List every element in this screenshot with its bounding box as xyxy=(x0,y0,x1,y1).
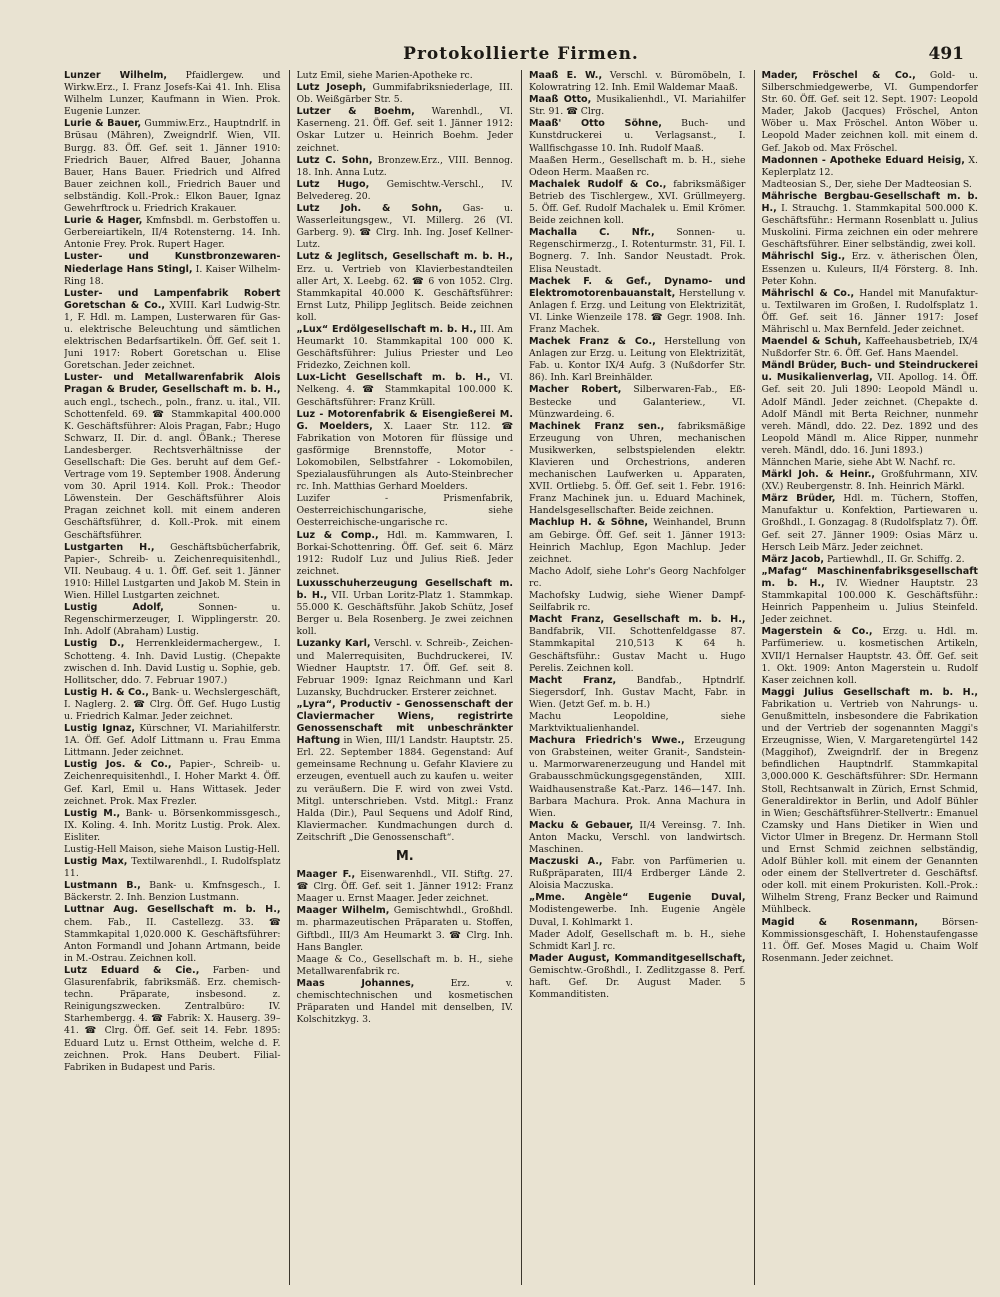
firm-details: Herrenkleidermachergew., I. Schotteng. 4. Inh. David Lustig. (Chepakte zwischen d. Inh. David Lustig u. Sophie, geb. Hollitscher, ddo. 7. Februar 1907.) xyxy=(64,638,281,686)
firm-details: Bandfabrik, VII. Schottenfeldgasse 87. Stammkapital 210,513 K 64 h. Geschäftsführ.: Gustav Macht u. Hugo Perelis. Zeichnen koll. xyxy=(529,626,746,674)
firm-entry xyxy=(529,856,746,892)
firm-name: Maaß Otto, xyxy=(529,94,592,106)
firm-entry xyxy=(64,904,281,964)
firm-name: Märkl Joh. & Heinr., xyxy=(761,469,876,481)
firm-name: Mader, Fröschel & Co., xyxy=(761,70,916,81)
firm-entry xyxy=(529,276,746,336)
firm-entry xyxy=(64,70,281,118)
firm-details: Verschl. v. Schreib-, Zeichen- und Malerrequisiten, Buchdruckerei, IV. Wiedner Hauptstr. 17. Öff. Gef. seit 8. Februar 1909: Ignaz Reichmann und Karl Luzansky, Buchdrucker. Ersterer zeichnet. xyxy=(296,638,513,698)
firm-name: Luster- und Metallwarenfabrik Alois Pragan & Bruder, Gesellschaft m. b. H., xyxy=(64,372,281,396)
firm-details: Gemischtw.-Verschl., IV. Belvedereg. 20. xyxy=(296,178,513,202)
firm-entry xyxy=(529,675,746,711)
firm-name: Macht Franz, Gesellschaft m. b. H., xyxy=(529,614,746,626)
firm-details: Maaßen Herm., Gesellschaft m. b. H., siehe Odeon Herm. Maaßen rc. xyxy=(529,154,746,178)
firm-details: Fabr. von Parfümerien u. Rußpräparaten, III/4 Erdberger Lände 2. Aloisia Maczuska. xyxy=(529,856,746,892)
firm-name: Maaß' Otto Söhne, xyxy=(529,118,662,130)
firm-name: Maggi Julius Gesellschaft m. b. H., xyxy=(761,686,978,698)
firm-name: März Brüder, xyxy=(761,493,836,505)
firm-name: Maager Wilhelm, xyxy=(296,905,390,917)
firm-details: Sonnen- u. Regenschirmerzeuger, I. Wipplingerstr. 20. Inh. Adolf (Abraham) Lustig. xyxy=(64,602,281,638)
firm-details: Erz. u. Vertrieb von Klavierbestandteilen aller Art, X. Leebg. 62. ☎ 6 von 1052. Clrg. Stammkapital 40.000 K. Geschäftsführer: Ernst Lutz, Philipp Jeglitsch. Beide zeichnen koll. xyxy=(296,263,513,323)
firm-details: Gummifabriksniederlage, III. Ob. Weißgärber Str. 5. xyxy=(296,82,513,106)
firm-entry xyxy=(762,336,979,360)
firm-details: Erzg. u. Hdl. m. Parfümeriew. u. kosmetischen Artikeln, XVII/1 Hernalser Hauptstr. 43. Öff. Gef. seit 1. Okt. 1909: Anton Magerstein u. Rudolf Kaser zeichnen koll. xyxy=(761,626,978,686)
firm-details: Partiewhdl., II. Gr. Schiffg. 2. xyxy=(824,553,965,565)
firm-details: Eisenwarenhdl., VII. Stiftg. 27. ☎ Clrg. Öff. Gef. seit 1. Jänner 1912: Franz Maager u. Ernst Maager. Jeder zeichnet. xyxy=(296,869,513,905)
firm-entry xyxy=(297,372,514,408)
firm-entry xyxy=(297,954,514,978)
firm-name: Mährischl Sig., xyxy=(761,251,846,263)
firm-entry xyxy=(64,759,281,807)
firm-entry xyxy=(762,179,979,191)
firm-details: Buch- und Kunstdruckerei u. Verlagsanst., I. Wallfischgasse 10. Inh. Rudolf Maaß. xyxy=(529,118,746,154)
firm-entry xyxy=(762,288,979,336)
firm-name: Macht Franz, xyxy=(529,674,617,686)
page-number: 491 xyxy=(928,44,964,64)
firm-entry xyxy=(297,578,514,638)
firm-entry xyxy=(64,288,281,373)
firm-details: Lutz Emil, siehe Marien-Apotheke rc. xyxy=(296,70,473,81)
firm-entry xyxy=(64,844,281,856)
firm-name: Lutz Joh. & Sohn, xyxy=(296,203,443,215)
firm-entry xyxy=(64,687,281,723)
firm-details: Luzifer - Prismenfabrik, Oesterreichischungarische, siehe Oesterreichische-ungarische rc. xyxy=(296,493,513,529)
firm-name: Mader August, Kommanditgesellschaft, xyxy=(529,952,746,964)
firm-details: Bandfab., Hptndrlf. Siegersdorf, Inh. Gustav Macht, Fabr. in Wien. (Jetzt Gef. m. b. H.) xyxy=(529,674,746,710)
firm-name: Machura Friedrich's Wwe., xyxy=(529,735,685,747)
firm-name: Luxusschuherzeugung Gesellschaft m. b. H., xyxy=(296,577,513,602)
firm-name: Magid & Rosenmann, xyxy=(761,916,918,928)
firm-details: Erz. v. chemischtechnischen und kosmetischen Präparaten und Handel mit denselben, IV. Kolschitzkyg. 3. xyxy=(296,977,513,1026)
firm-entry xyxy=(529,384,746,420)
column-1 xyxy=(64,70,281,1285)
firm-name: Machalla C. Nfr., xyxy=(529,227,655,239)
firm-entry xyxy=(64,542,281,602)
firm-entry xyxy=(297,409,514,494)
firm-entry xyxy=(529,892,746,928)
firm-details: Farben- und Glasurenfabrik, fabriksmäß. Erz. chemisch-techn. Präparate, insbesond. z. Reinigungszwecken. Zentralbüro: IV. Starhembergg. 4. ☎ Fabrik: X. Hauserg. 39–41. ☎ Clrg. Öff. Gef. seit 14. Febr. 1895: Eduard Lutz u. Ernst Ottheim, welche d. F. zeichnen. Prok. Hans Deubert. Filial-Fabriken in Budapest und Paris. xyxy=(64,964,281,1073)
firm-details: II/4 Vereinsg. 7. Inh. Anton Macku, Verschl. von landwirtsch. Maschinen. xyxy=(529,819,746,855)
firm-name: Mährischl & Co., xyxy=(761,287,855,299)
firm-entry xyxy=(529,70,746,94)
firm-entry xyxy=(529,94,746,118)
firm-entry xyxy=(529,590,746,614)
firm-details: Kürschner, VI. Mariahilferstr. 1A. Öff. Gef. Adolf Littmann u. Frau Emma Littmann. Jeder zeichnet. xyxy=(64,723,281,759)
firm-name: Lutzer & Boehm, xyxy=(296,106,415,118)
firm-details: Hdl. m. Kammwaren, I. Borkai-Schottenring. Öff. Gef. seit 6. März 1912: Rudolf Luz und Julius Rieß. Jeder zeichnet. xyxy=(296,529,513,577)
firm-entry xyxy=(64,118,281,215)
firm-details: Musikalienhdl., VI. Mariahilfer Str. 91. ☎ Clrg. xyxy=(529,94,746,118)
firm-entry xyxy=(529,820,746,856)
firm-name: Maendel & Schuh, xyxy=(761,336,862,348)
firm-entry xyxy=(297,203,514,251)
firm-details: Kaffeehausbetrieb, IX/4 Nußdorfer Str. 6. Öff. Gef. Hans Maendel. xyxy=(761,336,978,360)
firm-name: Lustig Max, xyxy=(64,856,128,868)
firm-entry xyxy=(762,155,979,179)
firm-details: Weinhandel, Brunn am Gebirge. Öff. Gef. seit 1. Jänner 1913: Heinrich Machlup, Egon Machlup. Jeder zeichnet. xyxy=(529,517,746,565)
firm-entry xyxy=(529,953,746,1001)
firm-entry xyxy=(64,372,281,541)
firm-entry xyxy=(529,421,746,518)
firm-entry xyxy=(297,106,514,154)
firm-details: fabriksmäßiger Betrieb des Tischlergew., XVI. Grüllmeyerg. 5. Öff. Gef. Rudolf Machalek u. Emil Krömer. Beide zeichnen koll. xyxy=(529,178,746,227)
firm-name: März Jacob, xyxy=(761,553,825,565)
firm-details: Geschäftsbücherfabrik, Papier-, Schreib- u. Zeichenrequisitenhdl., VII. Neubaug. 4 u. 1. Öff. Gef. seit 1. Jänner 1910: Hillel Lustgarten und Jakob M. Stein in Wien. Hillel Lustgarten zeichnet. xyxy=(64,541,281,602)
firm-details: fabriksmäßige Erzeugung von Uhren, mechanischen Musikwerken, selbstspielenden elektr. Klavieren und Orchestrions, anderen mechanischen Laufwerken u. Apparaten, XVII. Ortliebg. 5. Öff. Gef. seit 1. Febr. 1916: Franz Machinek jun. u. Eduard Machinek, Handelsgesellschafter. Beide zeichnen. xyxy=(529,420,746,517)
firm-entry xyxy=(529,735,746,820)
firm-details: Sonnen- u. Regenschirmerzg., I. Rotenturmstr. 31, Fil. I. Bognerg. 7. Inh. Sandor Neustadt. Prok. Elisa Neustadt. xyxy=(529,227,746,275)
firm-entry xyxy=(762,457,979,469)
firm-entry xyxy=(297,82,514,106)
firm-details: VI. Nelkeng. 4. ☎ Stammkapital 100.000 K. Geschäftsführer: Franz Krüll. xyxy=(296,372,513,408)
firm-entry xyxy=(762,626,979,686)
firm-details: I. Kaiser Wilhelm-Ring 18. xyxy=(64,263,281,287)
firm-name: Lurie & Bauer, xyxy=(64,118,142,130)
firm-entry xyxy=(64,965,281,1074)
firm-details: Großfuhrmann, XIV. (XV.) Reubergenstr. 8. Inh. Heinrich Märkl. xyxy=(761,469,978,493)
firm-entry xyxy=(64,251,281,287)
firm-details: Gemischtwhdl., Großhdl. m. pharmazeutischen Präparaten u. Stoffen, Giftbdl., III/3 Am Heumarkt 3. ☎ Clrg. Inh. Hans Bangler. xyxy=(296,905,513,953)
firm-entry xyxy=(297,530,514,578)
firm-entry xyxy=(529,614,746,674)
firm-details: Gemischtw.-Großhdl., I. Zedlitzgasse 8. Perf. haft. Gef. Dr. August Mader. 5 Kommanditisten. xyxy=(529,964,746,1001)
firm-name: Lustig H. & Co., xyxy=(64,686,149,698)
firm-entry xyxy=(64,723,281,759)
firm-details: Bank- u. Kmfnsgesch., I. Bäckerstr. 2. Inh. Benzion Lustmann. xyxy=(64,880,281,904)
firm-entry xyxy=(529,179,746,227)
firm-name: Lutz Hugo, xyxy=(296,178,370,190)
firm-name: Machinek Franz sen., xyxy=(529,420,665,432)
firm-name: Luz - Motorenfabrik & Eisengießerei M. G. Moelders, xyxy=(296,408,513,432)
firm-details: IV. Wiedner Hauptstr. 23 Stammkapital 100.000 K. Geschäftsführ.: Heinrich Pappenheim u. Julius Steinfeld. Jeder zeichnet. xyxy=(761,577,978,626)
firm-name: Mährische Bergbau-Gesellschaft m. b. H., xyxy=(761,190,978,215)
firm-entry xyxy=(762,493,979,553)
firm-entry xyxy=(529,566,746,590)
firm-name: Maas Johannes, xyxy=(296,977,415,989)
firm-name: Maczuski A., xyxy=(529,856,603,868)
firm-details: Machofsky Ludwig, siehe Wiener Dampf-Seilfabrik rc. xyxy=(529,590,746,614)
firm-entry xyxy=(762,566,979,626)
firm-entry xyxy=(529,227,746,275)
firm-name: Lustgarten H., xyxy=(64,541,155,553)
firm-details: X. Keplerplatz 12. xyxy=(761,154,978,178)
firm-name: Lux-Licht Gesellschaft m. b. H., xyxy=(296,372,491,384)
firm-details: Herstellung v. Anlagen f. Erzg. und Leitung von Elektrizität, VI. Linke Wienzeile 178. ☎ Gegr. 1908. Inh. Franz Machek. xyxy=(529,287,746,335)
firm-details: Silberwaren-Fab., Eß-Bestecke und Galanteriew., VI. Münzwardeing. 6. xyxy=(529,384,746,420)
firm-details: Modistengewerbe. Inh. Eugenie Angèle Duval, I. Kohlmarkt 1. xyxy=(529,904,746,928)
firm-name: Lutz Eduard & Cie., xyxy=(64,964,200,976)
firm-details: VII. Urban Loritz-Platz 1. Stammkap. 55.000 K. Geschäftsführ. Jakob Schütz, Josef Berger u. Bela Rosenberg. Je zwei zeichnen koll. xyxy=(296,590,513,638)
firm-details: Gas- u. Wasserleitungsgew., VI. Millerg. 26 (VI. Garberg. 9). ☎ Clrg. Inh. Ing. Josef Kellner-Lutz. xyxy=(296,203,513,251)
firm-entry xyxy=(64,638,281,686)
firm-name: Lunzer Wilhelm, xyxy=(64,70,168,81)
firm-details: X. Laaer Str. 112. ☎ Fabrikation von Motoren für flüssige und gasförmige Brennstoffe, Motor - Lokomobilen, Selbstfahrer - Lokomobilen, Spezialausführungen als Auto-Steinbrecher rc. Inh. Matthias Gerhard Moelders. xyxy=(296,420,513,493)
firm-details: Handel mit Manufaktur- u. Textilwaren im Großen, I. Rudolfsplatz 1. Öff. Gef. seit 16. Jänner 1917: Josef Mährischl u. Max Bernfeld. Jeder zeichnet. xyxy=(761,287,978,335)
firm-name: Madonnen - Apotheke Eduard Heisig, xyxy=(761,154,965,166)
firm-entry xyxy=(64,215,281,251)
firm-details: Lustig-Hell Maison, siehe Maison Lustig-Hell. xyxy=(64,844,280,855)
column-4 xyxy=(754,70,979,1285)
firm-entry xyxy=(529,336,746,384)
firm-details: Bronzew.Erz., VIII. Bennog. 18. Inh. Anna Lutz. xyxy=(296,154,513,178)
firm-name: Machek Franz & Co., xyxy=(529,336,656,348)
firm-details: Macho Adolf, siehe Lohr's Georg Nachfolger rc. xyxy=(529,565,746,589)
firm-details: Hdl. m. Tüchern, Stoffen, Manufaktur u. Konfektion, Partiewaren u. Großhdl., I. Gonzagag. 8 (Rudolfsplatz 7). Öff. Gef. seit 27. Jänner 1909: Osias März u. Hersch Leib März. Jeder zeichnet. xyxy=(761,493,978,553)
column-3 xyxy=(521,70,746,1285)
firm-entry xyxy=(762,360,979,457)
firm-name: Luster- und Kunstbronzewaren-Niederlage Hans Stingl, xyxy=(64,251,281,275)
firm-details: Mader Adolf, Gesellschaft m. b. H., siehe Schmidt Karl J. rc. xyxy=(529,928,746,952)
firm-name: Mändl Brüder, Buch- und Steindruckerei u. Musikalienverlag, xyxy=(761,360,978,384)
firm-entry xyxy=(64,880,281,904)
firm-name: Machalek Rudolf & Co., xyxy=(529,178,667,190)
firm-details: Papier-, Schreib- u. Zeichenrequisitenhdl., I. Hoher Markt 4. Öff. Gef. Karl, Emil u. Hans Wittasek. Jeder zeichnet. Prok. Max Frezler. xyxy=(64,759,281,807)
firm-name: „Mafag“ Maschinenfabriksgesellschaft m. b. H., xyxy=(761,565,978,589)
firm-entry xyxy=(762,917,979,965)
firm-entry xyxy=(762,70,979,155)
firm-entry xyxy=(64,602,281,638)
firm-name: „Mme. Angèle“ Eugenie Duval, xyxy=(529,892,746,904)
page-header xyxy=(64,0,978,70)
firm-entry xyxy=(297,251,514,324)
firm-details: Börsen-Kommissionsgeschäft, I. Hohenstaufengasse 11. Öff. Gef. Moses Magid u. Chaim Wolf Rosenmann. Jeder zeichnet. xyxy=(761,916,978,964)
firm-name: Lurie & Hager, xyxy=(64,215,143,227)
firm-details: Männchen Marie, siehe Abt W. Nachf. rc. xyxy=(761,457,956,468)
firm-details: Fabrikation u. Vertrieb von Nahrungs- u. Genußmitteln, insbesondere die Fabrikation und der Vertrieb der sogenannten Maggi's Erzeugnisse, Wien, V. Margaretengürtel 142 (Maggihof), Zweigndrlf. der in Bregenz befindlichen Hauptndrlf. Stammkapital 3,000.000 K. Geschäftsführer: SDr. Hermann Stoll, Rechtsanwalt in Zürich, Ernst Schmid, Generaldirektor in Berlin, und Adolf Bühler in Wien; Geschäftsführer-Stellvertr.: Emanuel Czamsky und Hans Dietiker in Wien und Victor Ulmer in Bregenz. Dr. Hermann Stoll und Ernst Schmid zeichnen selbständig, Adolf Bühler koll. mit einem der Genannten oder einem der Stellvertreter d. Geschäftsf. oder koll. mit einem Prokuristen. Koll.-Prok.: Wilhelm Streng, Franz Becker und Raimund Mühlbeck. xyxy=(761,698,978,916)
firm-name: Lustmann B., xyxy=(64,880,141,892)
firm-details: Bank- u. Börsenkommissgesch., IX. Koling. 4. Inh. Moritz Lustig. Prok. Alex. Eisliter. xyxy=(64,807,281,843)
firm-name: Lutz C. Sohn, xyxy=(296,154,373,166)
firm-entry xyxy=(297,699,514,844)
firm-entry xyxy=(64,856,281,880)
firm-details: Machu Leopoldine, siehe Marktviktualienhandel. xyxy=(529,710,746,735)
firm-entry xyxy=(762,469,979,493)
firm-details: Madteosian S., Der, siehe Der Madteosian S. xyxy=(761,178,972,190)
firm-name: Machek F. & Gef., Dynamo- und Elektromotorenbauanstalt, xyxy=(529,275,746,299)
firm-entry xyxy=(297,638,514,698)
firm-name: Lustig Adolf, xyxy=(64,602,164,614)
firm-details: III. Am Heumarkt 10. Stammkapital 100 000 K. Geschäftsführer: Julius Priester und Leo Fridezko, Zeichnen koll. xyxy=(296,323,513,372)
firm-entry xyxy=(297,155,514,179)
firm-details: Erzeugung von Grabsteinen, weiter Granit-, Sandstein- u. Marmorwarenerzeugung und Handel mit Grabausschmückungsgegenständen, XIII. Waidhausenstraße Kat.-Parz. 146—147. Inh. Barbara Machura. Prok. Anna Machura in Wien. xyxy=(529,735,746,819)
firm-details: Gold- u. Silberschmiedgewerbe, VI. Gumpendorfer Str. 60. Öff. Gef. seit 12. Sept. 1907: Leopold Mader, Jakob (Jacques) Fröschel, Anton Wöber u. Max Fröschel. Anton Wöber u. Leopold Mader zeichnen koll. mit einem d. Gef. Jakob od. Max Fröschel. xyxy=(761,70,978,154)
firm-entry xyxy=(529,155,746,179)
firm-details: Warenhdl., VI. Kaserneng. 21. Öff. Gef. seit 1. Jänner 1912: Oskar Lutzer u. Heinrich Boehm. Jeder zeichnet. xyxy=(296,106,513,154)
firm-details: VII. Apollog. 14. Öff. Gef. seit 20. Juli 1890: Leopold Mändl u. Adolf Mändl. Jeder zeichnet. (Chepakte d. Adolf Mändl mit Berta Reichner, nunmehr vereh. Mändl, ddo. 22. Dez. 1892 und des Leopold Mändl m. Alice Ripper, nunmehr vereh. Mändl, ddo. 16. Juni 1893.) xyxy=(761,372,978,456)
firm-details: Gummiw.Erz., Hauptndrlf. in Brüsau (Mähren), Zweigndrlf. Wien, VII. Burgg. 83. Öff. Gef. seit 1. Jänner 1910: Friedrich Bauer, Alfred Bauer, Johanna Bauer, Hans Bauer. Friedrich und Alfred Bauer zeichnen koll., Friedrich Bauer und selbständig. Koll.-Prok.: Elkon Bauer, Ignaz Gewehrftrock u. Friedrich Krakauer. xyxy=(64,118,281,215)
columns xyxy=(64,70,978,1285)
firm-entry xyxy=(762,554,979,566)
firm-entry xyxy=(529,517,746,565)
firm-name: Macku & Gebauer, xyxy=(529,819,634,831)
firm-entry xyxy=(762,687,979,917)
firm-entry xyxy=(762,191,979,251)
firm-details: Kmfnsbdl. m. Gerbstoffen u. Gerbereiartikeln, II/4 Rotensterng. 14. Inh. Antonie Frey. Prok. Rupert Hager. xyxy=(64,215,281,251)
column-2 xyxy=(289,70,514,1285)
firm-details: Erz. v. ätherischen Ölen, Essenzen u. Kuleurs, II/4 Försterg. 8. Inh. Peter Kohn. xyxy=(761,251,978,287)
firm-entry xyxy=(297,978,514,1026)
firm-entry xyxy=(297,493,514,529)
firm-name: Macher Robert, xyxy=(529,384,622,396)
firm-name: Maaß E. W., xyxy=(529,70,603,81)
firm-entry xyxy=(529,118,746,154)
firm-name: Luttnar Aug. Gesellschaft m. b. H., xyxy=(64,904,281,916)
firm-details: chem. Fab., II. Castellezg. 33. ☎ Stammkapital 1,020.000 K. Geschäftsführer: Anton Formandl und Johann Artmann, beide in M.-Ostrau. Zeichnen koll. xyxy=(64,916,281,964)
firm-details: I. Strauchg. 1. Stammkapital 500.000 K. Geschäftsführ.: Hermann Rosenblatt u. Julius Muskolini. Firma zeichnen ein oder mehrere Geschäftsführer. Einer selbständig, zwei koll. xyxy=(761,203,978,251)
firm-name: „Lux“ Erdölgesellschaft m. b. H., xyxy=(296,323,477,335)
firm-name: Lustig M., xyxy=(64,807,121,819)
firm-name: Magerstein & Co., xyxy=(761,626,873,638)
firm-name: Machlup H. & Söhne, xyxy=(529,517,649,529)
firm-name: Luz & Comp., xyxy=(296,529,379,541)
firm-entry xyxy=(64,808,281,844)
firm-name: Lutz Joseph, xyxy=(296,82,367,94)
firm-entry xyxy=(297,179,514,203)
firm-entry xyxy=(297,70,514,82)
firm-details: in Wien, III/1 Landstr. Hauptstr. 25. Erl. 22. September 1884. Gegenstand: Auf gemeinsame Rechnung u. Gefahr Klaviere zu erzeugen, eventuell auch zu kaufen u. weiter zu veräußern. Die F. wird von zwei Vstd. Mitgl. unterschrieben. Vstd. Mitgl.: Franz Halda (Dir.), Paul Sequens und Adolf Rind, Klaviermacher. Kundmachungen durch d. Zeitschrift „Die Genossenschaft“. xyxy=(296,735,513,843)
firm-details: Textilwarenhdl., I. Rudolfsplatz 11. xyxy=(64,856,281,880)
firm-name: Lustig Ignaz, xyxy=(64,723,136,735)
firm-details: auch engl., tschech., poln., franz. u. ital., VII. Schottenfeld. 69. ☎ Stammkapital 400.000 K. Geschäftsführer: Alois Pragan, Fabr.; Hugo Schwarz, II. Dir. d. angl. ÖBank.; Therese Landesberger. Rechtsverhältnisse der Gesellschaft: Die Ges. beruht auf dem Gef.-Vertrage vom 19. September 1908. Änderung vom 30. April 1914. Koll. Prok.: Theodor Löwenstein. Der Geschäftsführer Alois Pragan zeichnet koll. mit einem anderen Geschäftsführer, d. Koll.-Prok. mit einem Geschäftsführer. xyxy=(64,396,281,541)
firm-name: Luster- und Lampenfabrik Robert Goretschan & Co., xyxy=(64,287,281,311)
firm-entry xyxy=(762,251,979,287)
section-heading: M. xyxy=(395,849,414,864)
firm-entry xyxy=(529,929,746,953)
firm-name: Maager F., xyxy=(296,869,356,881)
firm-name: Lustig D., xyxy=(64,638,125,650)
firm-entry xyxy=(297,905,514,953)
firm-name: „Lyra“, Productiv - Genossenschaft der Claviermacher Wiens, registrirte Genossenschaft mit unbeschränkter Haftung xyxy=(296,698,513,747)
firm-name: Lutz & Jeglitsch, Gesellschaft m. b. H., xyxy=(296,251,513,263)
firm-details: Bank- u. Wechslergeschäft, I. Naglerg. 2. ☎ Clrg. Öff. Gef. Hugo Lustig u. Friedrich Kalmar. Jeder zeichnet. xyxy=(64,686,281,722)
firm-name: Lustig Jos. & Co., xyxy=(64,759,172,771)
page-title: Protokollierte Firmen. xyxy=(403,44,639,64)
firm-entry xyxy=(297,324,514,372)
firm-entry xyxy=(297,869,514,905)
firm-entry xyxy=(529,711,746,735)
firm-details: Pfaidlergew. und Wirkw.Erz., I. Franz Josefs-Kai 41. Inh. Elisa Wilhelm Lunzer, Kaufmann in Wien. Prok. Eugenie Lunzer. xyxy=(64,70,281,118)
firm-name: Luzanky Karl, xyxy=(296,638,371,650)
firm-details: Maage & Co., Gesellschaft m. b. H., siehe Metallwarenfabrik rc. xyxy=(296,953,513,977)
firm-details: XVIII. Karl Ludwig-Str. 1, F. Hdl. m. Lampen, Lusterwaren für Gas- u. elektrische Beleuchtung und sämtlichen elektrischen Bedarfsartikeln. Öff. Gef. seit 1. Juni 1917: Robert Goretschan u. Elise Goretschan. Jeder zeichnet. xyxy=(64,299,281,372)
firm-details: Verschl. v. Büromöbeln, I. Kolowratring 12. Inh. Emil Waldemar Maaß. xyxy=(529,70,746,94)
firm-details: Herstellung von Anlagen zur Erzg. u. Leitung von Elektrizität, Fab. u. Kontor IX/4 Aufg. 3 (Nußdorfer Str. 86). Inh. Karl Breinhälder. xyxy=(529,336,746,384)
